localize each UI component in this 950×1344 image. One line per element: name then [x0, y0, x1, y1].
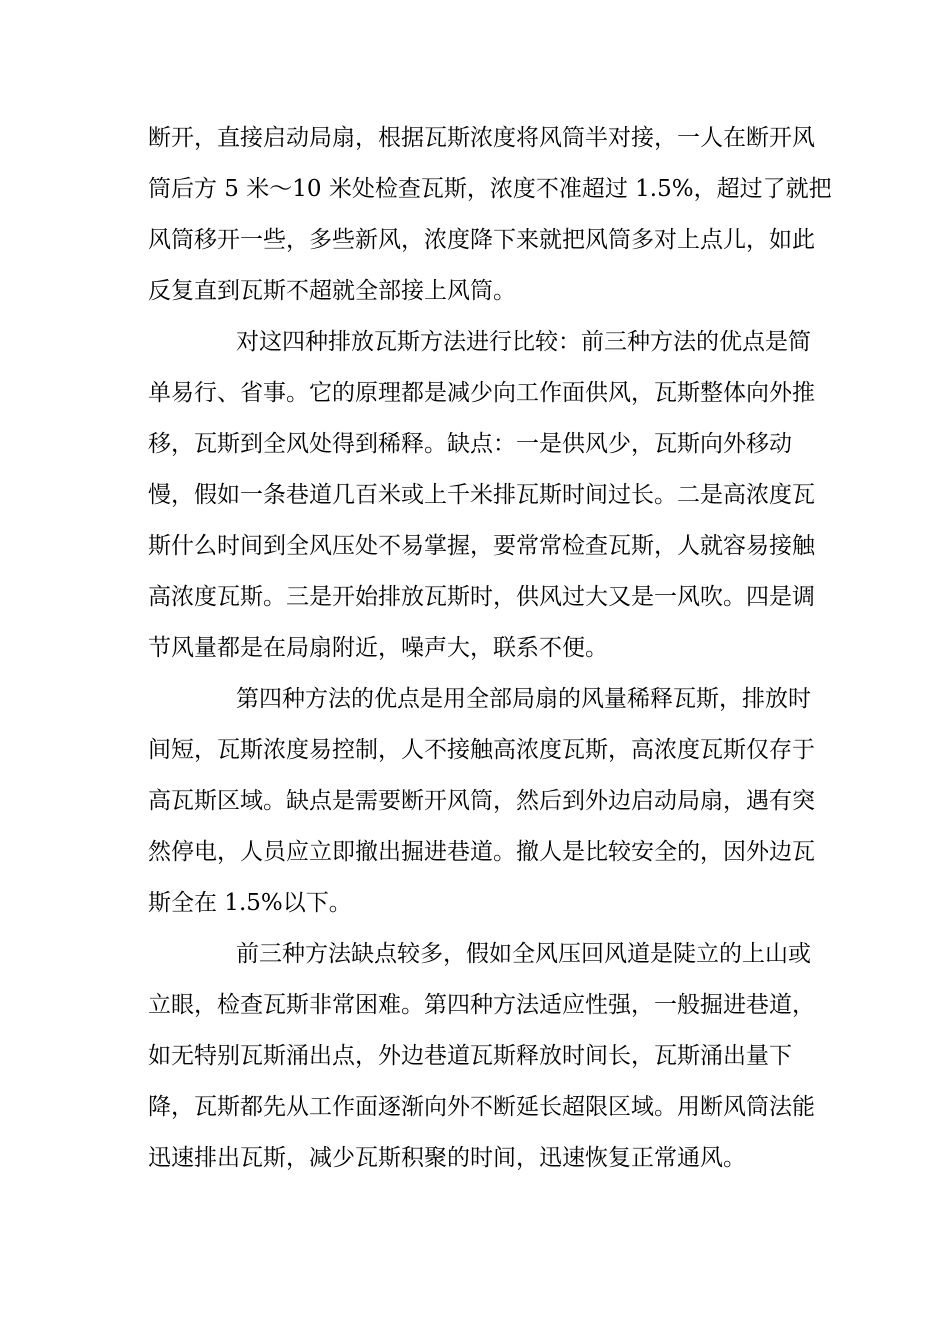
paragraph-line: 节风量都是在局扇附近，噪声大，联系不便。	[148, 635, 608, 661]
paragraph-line: 筒后方 5 米～10 米处检查瓦斯，浓度不准超过 1.5%，超过了就把	[148, 176, 832, 202]
paragraph-line: 反复直到瓦斯不超就全部接上风筒。	[148, 278, 516, 304]
paragraph-line: 断开，直接启动局扇，根据瓦斯浓度将风筒半对接，一人在断开风	[148, 125, 815, 151]
paragraph-line: 对这四种排放瓦斯方法进行比较：前三种方法的优点是简	[236, 329, 811, 355]
paragraph-line: 第四种方法的优点是用全部局扇的风量稀释瓦斯，排放时	[236, 686, 811, 712]
paragraph-line: 单易行、省事。它的原理都是减少向工作面供风，瓦斯整体向外推	[148, 380, 815, 406]
paragraph-line: 斯全在 1.5%以下。	[148, 890, 352, 916]
paragraph-line: 如无特别瓦斯涌出点，外边巷道瓦斯释放时间长，瓦斯涌出量下	[148, 1043, 792, 1069]
paragraph-2	[148, 317, 815, 674]
paragraph-1	[148, 113, 832, 317]
paragraph-line: 斯什么时间到全风压处不易掌握，要常常检查瓦斯，人就容易接触	[148, 533, 815, 559]
paragraph-line: 前三种方法缺点较多，假如全风压回风道是陡立的上山或	[236, 941, 811, 967]
paragraph-line: 降，瓦斯都先从工作面逐渐向外不断延长超限区域。用断风筒法能	[148, 1094, 815, 1120]
paragraph-4	[148, 929, 815, 1184]
paragraph-line: 迅速排出瓦斯，减少瓦斯积聚的时间，迅速恢复正常通风。	[148, 1145, 746, 1171]
paragraph-line: 然停电，人员应立即撤出掘进巷道。撤人是比较安全的，因外边瓦	[148, 839, 815, 865]
paragraph-line: 移，瓦斯到全风处得到稀释。缺点：一是供风少，瓦斯向外移动	[148, 431, 792, 457]
paragraph-line: 风筒移开一些，多些新风，浓度降下来就把风筒多对上点儿，如此	[148, 227, 815, 253]
document-body	[148, 113, 832, 1184]
paragraph-line: 高瓦斯区域。缺点是需要断开风筒，然后到外边启动局扇，遇有突	[148, 788, 815, 814]
paragraph-3	[148, 674, 815, 929]
paragraph-line: 慢，假如一条巷道几百米或上千米排瓦斯时间过长。二是高浓度瓦	[148, 482, 815, 508]
paragraph-line: 间短，瓦斯浓度易控制，人不接触高浓度瓦斯，高浓度瓦斯仅存于	[148, 737, 815, 763]
paragraph-line: 高浓度瓦斯。三是开始排放瓦斯时，供风过大又是一风吹。四是调	[148, 584, 815, 610]
paragraph-line: 立眼，检查瓦斯非常困难。第四种方法适应性强，一般掘进巷道，	[148, 992, 815, 1018]
